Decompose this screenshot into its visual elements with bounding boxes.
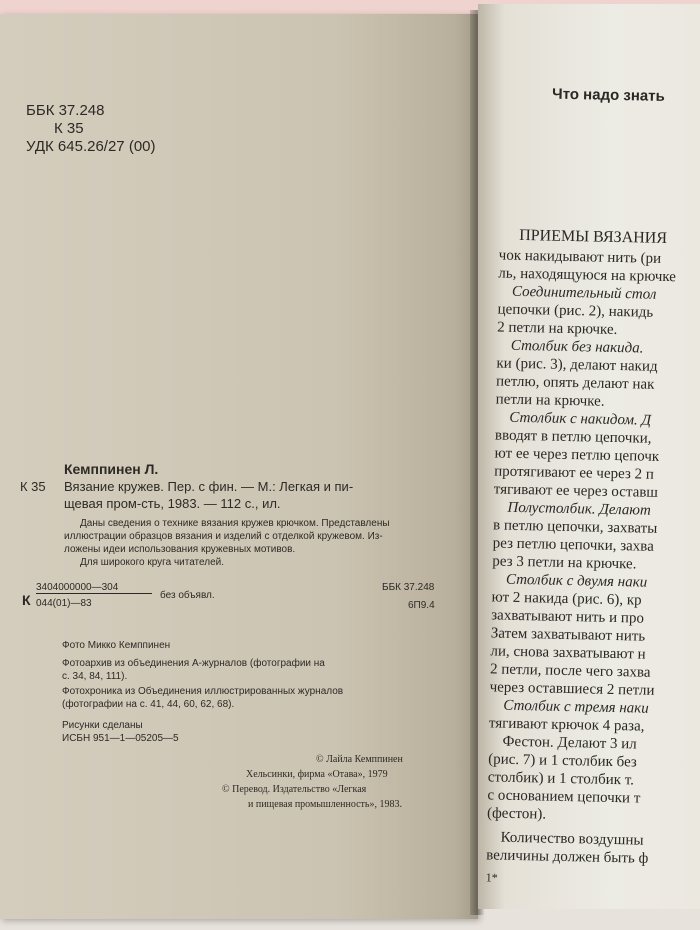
body-line: столбик) и 1 столбик т. <box>487 769 635 789</box>
pricing-denominator: 044(01)—83 <box>36 598 92 609</box>
body-line: Затем захватывают нить <box>490 625 646 645</box>
credit-line: (фотографии на с. 41, 44, 60, 62, 68). <box>62 699 235 710</box>
credit-line: с. 34, 84, 111). <box>62 671 128 682</box>
pricing-numerator: 3404000000—304 <box>36 582 152 594</box>
body-line: (рис. 7) и 1 столбик без <box>488 751 637 771</box>
annotation-line: иллюстрации образцов вязания и изделий с отделкой кружевом. Из- <box>64 531 383 542</box>
body-line: рез 3 петли на крючке. <box>492 553 637 573</box>
body-line: ки (рис. 3), делают накид <box>496 355 658 375</box>
body-line: ль, находящуюся на крючке <box>498 265 677 286</box>
credit-line: Фотохроника из Объединения иллюстрированных журналов <box>62 686 344 697</box>
body-line: тягивают крючок 4 раза, <box>488 715 645 735</box>
body-line: 2 петли на крючке. <box>497 319 618 338</box>
author-name: Кемппинен Л. <box>64 461 159 477</box>
body-line: чок накидывают нить (ри <box>498 247 662 267</box>
pricing-k-letter: К <box>22 592 31 608</box>
body-line: Столбик с тремя наки <box>503 697 649 717</box>
body-line: через оставшиеся 2 петли <box>489 679 655 699</box>
credit-line: Рисунки сделаны <box>62 720 143 731</box>
body-line: петлю, опять делают нак <box>495 373 655 393</box>
body-line: с основанием цепочки т <box>487 787 641 807</box>
catalog-code: К 35 <box>20 479 46 494</box>
body-line: протягивают ее через 2 п <box>494 463 655 483</box>
section-title: ПРИЕМЫ ВЯЗАНИЯ <box>518 226 668 248</box>
k-code: К 35 <box>54 120 84 137</box>
page-signature: 1* <box>485 870 498 885</box>
bbk-code: ББК 37.248 <box>26 102 105 119</box>
bbk-code-bottom: ББК 37.248 <box>382 582 435 593</box>
body-line: ли, снова захватывают н <box>490 643 646 663</box>
right-page <box>478 4 700 909</box>
annotation-line: Даны сведения о технике вязания кружев крючком. Представлены <box>80 518 390 529</box>
copyright-line: © Лайла Кемппинен <box>316 754 403 765</box>
body-line: цепочки (рис. 2), накидь <box>497 301 654 321</box>
body-line: Количество воздушны <box>500 829 644 849</box>
body-line: в петлю цепочки, захваты <box>492 517 658 537</box>
body-line: вводят в петлю цепочки, <box>494 427 652 447</box>
isbn: ИСБН 951—1—05205—5 <box>62 733 179 744</box>
body-line: Полустолбик. Делают <box>507 499 651 519</box>
udk-code: УДК 645.26/27 (00) <box>26 138 156 155</box>
body-line: Столбик с накидом. Д <box>509 409 652 429</box>
body-line: ют 2 накида (рис. 6), кр <box>491 589 642 609</box>
body-line: Соединительный стол <box>511 283 657 303</box>
credit-line: Фото Микко Кемппинен <box>62 640 171 651</box>
body-line: петли на крючке. <box>495 391 605 410</box>
body-line: ют ее через петлю цепочк <box>494 445 660 465</box>
copyright-line: Хельсинки, фирма «Отава», 1979 <box>246 769 388 780</box>
body-line: захватывают нить и про <box>491 607 645 627</box>
annotation-line: Для широкого круга читателей. <box>80 557 225 568</box>
body-line: Столбик с двумя наки <box>505 571 648 591</box>
body-line: рез петлю цепочки, захва <box>492 535 654 555</box>
left-page <box>0 14 478 919</box>
book-description-line2: щевая пром-сть, 1983. — 112 с., ил. <box>64 496 281 511</box>
body-line: 2 петли, после чего захва <box>489 661 651 681</box>
body-line: величины должен быть ф <box>486 847 649 867</box>
body-line: тягивают ее через оставш <box>493 481 659 501</box>
copyright-line: и пищевая промышленность», 1983. <box>248 799 402 810</box>
body-line: Столбик без накида. <box>510 337 644 357</box>
page-header: Что надо знать <box>551 85 665 105</box>
book-description-line1: Вязание кружев. Пер. с фин. — М.: Легкая и пи- <box>64 479 354 494</box>
classification-code: 6П9.4 <box>408 600 435 611</box>
annotation-line: ложены идеи использования кружевных мотивов. <box>64 544 296 555</box>
pricing-note: без объявл. <box>160 590 215 601</box>
body-line: Фестон. Делают 3 ил <box>502 733 637 753</box>
body-line: (фестон). <box>486 805 547 823</box>
credit-line: Фотоархив из объединения А-журналов (фотографии на <box>62 658 325 669</box>
copyright-line: © Перевод. Издательство «Легкая <box>222 784 367 795</box>
